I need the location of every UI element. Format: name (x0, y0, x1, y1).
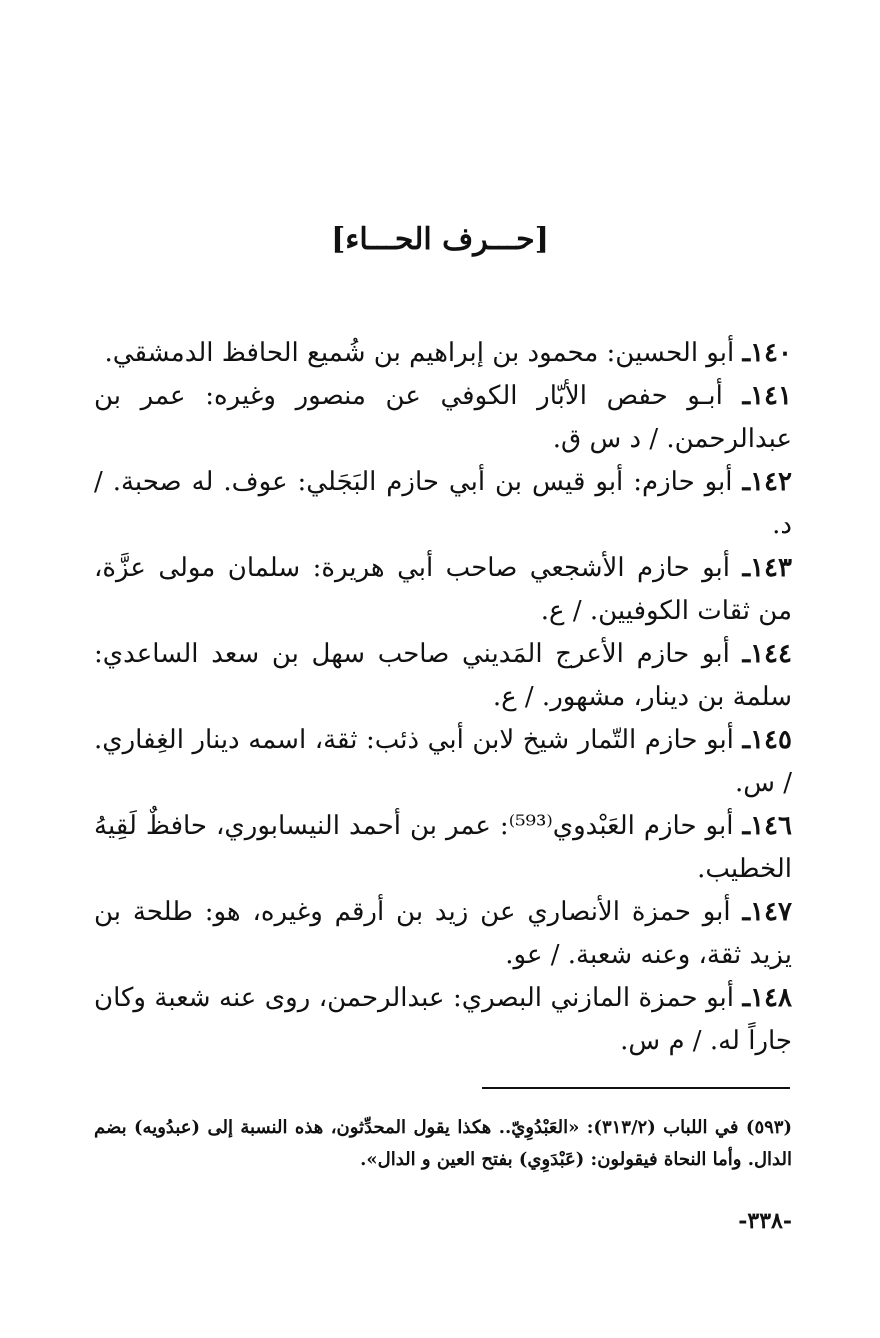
entry-text: أبو حازم التّمار شيخ لابن أبي ذئب: ثقة، اسمه دينار الغِفاري. / س. (94, 725, 792, 798)
entry-146 (94, 805, 792, 891)
footnote-593: (٥٩٣) في اللباب (٣١٣/٢): «العَبْدُوِيّ.. هكذا يقول المحدِّثون، هذه النسبة إلى (عبدُويه) بضم الدال. وأما النحاة فيقولون: (عَبْدَوِي) بفتح العين و الدال». (94, 1117, 792, 1170)
footnote-divider (482, 1087, 790, 1089)
entry-142 (94, 461, 792, 547)
entry-text: أبو حازم: أبو قيس بن أبي حازم البَجَلي: عوف. له صحبة. / د. (94, 467, 792, 540)
entry-147 (94, 891, 792, 977)
entry-text: أبـو حفص الأبّار الكوفي عن منصور وغيره: عمر بن عبدالرحمن. / د س ق. (94, 381, 792, 454)
entry-number: ١٤٨ـ (742, 983, 792, 1013)
entry-text: أبو الحسين: محمود بن إبراهيم بن شُميع الحافظ الدمشقي. (104, 338, 743, 368)
entry-text: أبو حازم الأعرج المَديني صاحب سهل بن سعد الساعدي: سلمة بن دينار، مشهور. / ع. (94, 639, 792, 712)
entry-number: ١٤٤ـ (742, 639, 792, 669)
entry-141 (94, 375, 792, 461)
entries-list (94, 332, 792, 1063)
entry-number: ١٤٥ـ (742, 725, 792, 755)
entry-number: ١٤٧ـ (742, 897, 792, 927)
entry-143 (94, 547, 792, 633)
entry-number: ١٤٣ـ (742, 553, 792, 583)
entry-text: أبو حمزة الأنصاري عن زيد بن أرقم وغيره، هو: طلحة بن يزيد ثقة، وعنه شعبة. / عو. (94, 897, 792, 970)
section-heading: [حـــرف الحـــاء] (331, 222, 549, 257)
entry-144 (94, 633, 792, 719)
entry-number: ١٤٠ـ (742, 338, 792, 368)
entry-140 (94, 332, 792, 375)
entry-number: ١٤٢ـ (742, 467, 792, 497)
entry-number: ١٤١ـ (742, 381, 792, 411)
entry-148 (94, 977, 792, 1063)
footnotes (94, 1112, 792, 1176)
entry-text: أبو حمزة المازني البصري: عبدالرحمن، روى عنه شعبة وكان جاراً له. / م س. (94, 983, 792, 1056)
entry-text: أبو حازم العَبْدوي⁽⁵⁹³⁾: عمر بن أحمد النيسابوري، حافظٌ لَقِيهُ الخطيب. (94, 811, 792, 884)
page-number: -٣٣٨- (738, 1208, 792, 1234)
entry-145 (94, 719, 792, 805)
entry-number: ١٤٦ـ (742, 811, 792, 841)
entry-text: أبو حازم الأشجعي صاحب أبي هريرة: سلمان مولى عزَّة، من ثقات الكوفيين. / ع. (94, 553, 792, 626)
